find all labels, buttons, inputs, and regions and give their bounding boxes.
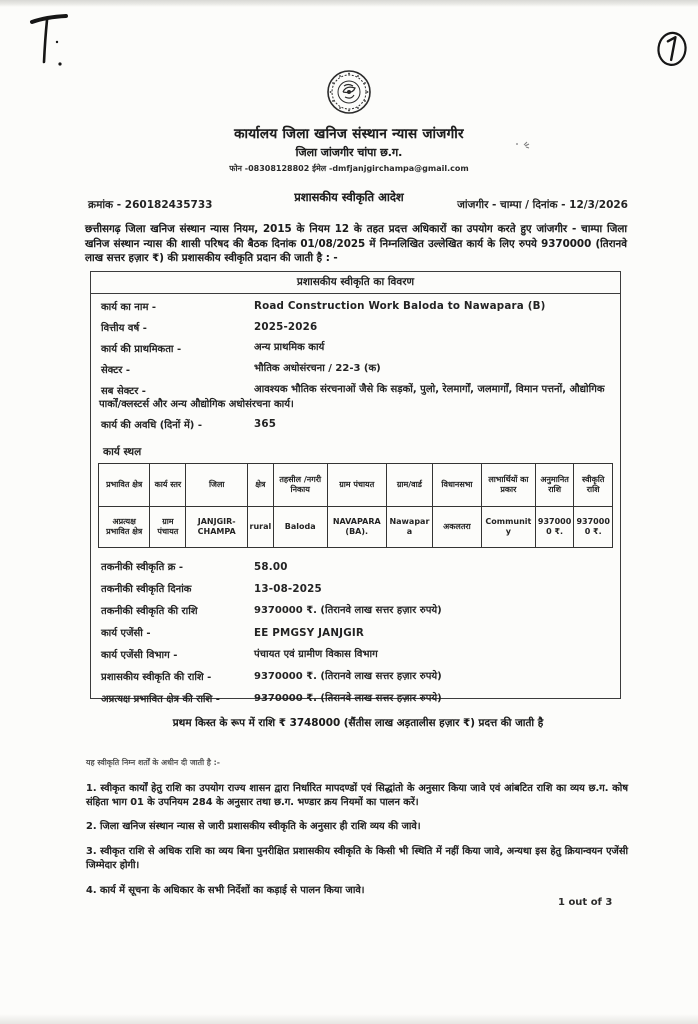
approval-details-box: [90, 271, 621, 705]
table-header-cell: अनुमानित राशि: [535, 464, 574, 507]
condition-item-1: 1. स्वीकृत कार्यों हेतु राशि का उपयोग राज्य शासन द्वारा निर्धारित मापदण्डों एवं सिद्धांतो के अनुसार किया जावे एवं आंबटित राशि का व्यय छ.ग. कोष संहिता भाग 01 के उपनियम 284 के अनुसार तथा छ.ग. भण्डार क्रय नियमों का पालन करें।: [86, 783, 628, 808]
field-value: Road Construction Work Baloda to Nawapara (B): [254, 300, 546, 312]
field-value: आवश्यक भौतिक संरचनाओं जैसे कि सड़कों, पुलो, रेलमार्गों, जलमार्गों, विमान पत्तनों, औद्योगिक पार्कों/क्लस्टर्स और अन्य औद्योगिक अधोसंरचना कार्य।: [99, 384, 605, 410]
office-contact-line: फोन -08308128802 ईमेल -dmfjanjgirchampa@gmail.com: [229, 164, 469, 173]
document-title: प्रशासकीय स्वीकृति आदेश: [294, 190, 404, 204]
table-row: [99, 507, 613, 548]
table-cell: 9370000 ₹.: [535, 507, 574, 548]
field-value: अन्य प्राथमिक कार्य: [254, 342, 325, 353]
table-header-cell: कार्य स्तर: [150, 464, 186, 507]
document-header: [0, 68, 698, 205]
table-header-cell: जिला: [186, 464, 248, 507]
field-value: 9370000 ₹. (तिरानवे लाख सत्तर हज़ार रुपये): [254, 671, 442, 682]
circled-page-number-annotation: [654, 28, 692, 70]
field-row-work-name: [99, 294, 612, 315]
table-cell: Nawapara: [386, 507, 432, 548]
field-value: 9370000 ₹. (तिरानवे लाख सत्तर हज़ार रुपये): [254, 605, 442, 616]
serial-number: क्रमांक - 260182435733: [88, 199, 213, 211]
field-label: कार्य की प्राथमिकता -: [101, 344, 182, 355]
table-cell: अकलतरा: [433, 507, 482, 548]
details-box-title: प्रशासकीय स्वीकृति का विवरण: [91, 272, 620, 294]
table-header-cell: तहसील /नगरी निकाय: [273, 464, 327, 507]
scan-edge-artifact-top: [0, 0, 698, 7]
work-site-heading: कार्य स्थल: [103, 446, 142, 458]
place-and-date: जांजगीर - चाम्पा / दिनांक - 12/3/2026: [457, 199, 628, 211]
field-row-sub-sector: [99, 378, 612, 412]
field-row-technical-approval-date: [99, 576, 612, 598]
field-value: 9370000 ₹. (तिरानवे लाख सत्तर हज़ार रुपये): [254, 693, 442, 704]
work-site-table: [98, 463, 613, 548]
condition-item-4: 4. कार्य में सूचना के अधिकार के सभी निर्देशों का कड़ाई से पालन किया जावे।: [86, 884, 365, 896]
field-row-technical-approval-amount: [99, 598, 612, 620]
table-header-row: [99, 464, 613, 507]
table-header-cell: लाभार्थियों का प्रकार: [481, 464, 535, 507]
table-header-cell: विधानसभा: [433, 464, 482, 507]
field-row-sector: [99, 357, 612, 378]
meta-row: [88, 198, 628, 212]
office-district-line: जिला जांजगीर चांपा छ.ग.: [295, 146, 403, 159]
field-value: 365: [254, 418, 277, 430]
table-cell: NAVAPARA (BA).: [327, 507, 386, 548]
field-row-admin-approval-amount: [99, 664, 612, 686]
field-value: 2025-2026: [254, 321, 318, 333]
table-header-cell: क्षेत्र: [248, 464, 274, 507]
page-number: 1 out of 3: [558, 897, 613, 908]
field-value: पंचायत एवं ग्रामीण विकास विभाग: [254, 649, 378, 660]
field-label: तकनीकी स्वीकृति क्र -: [101, 562, 184, 573]
field-row-priority: [99, 336, 612, 357]
table-cell: rural: [248, 507, 274, 548]
field-row-financial-year: [99, 315, 612, 336]
field-row-duration: [99, 412, 612, 433]
field-label: सेक्टर -: [101, 365, 130, 376]
conditions-intro: यह स्वीकृति निम्न शर्तों के अधीन दी जाती है :-: [86, 758, 221, 767]
field-label: कार्य का नाम -: [101, 302, 157, 313]
field-row-indirect-area-amount: [99, 686, 612, 708]
table-cell: 9370000 ₹.: [574, 507, 613, 548]
field-label: कार्य एजेंसी -: [101, 628, 151, 639]
table-header-cell: प्रभावित क्षेत्र: [99, 464, 150, 507]
table-cell: Baloda: [273, 507, 327, 548]
table-header-cell: स्वीकृति राशि: [574, 464, 613, 507]
scan-edge-artifact-bottom: [0, 1014, 698, 1024]
field-label: सब सेक्टर -: [101, 386, 146, 397]
table-cell: अप्रत्यक्ष प्रभावित क्षेत्र: [99, 507, 150, 548]
condition-item-2: 2. जिला खनिज संस्थान न्यास से जारी प्रशासकीय स्वीकृति के अनुसार ही राशि व्यय की जावे।: [86, 821, 421, 833]
field-value: EE PMGSY JANJGIR: [254, 627, 365, 639]
post-table-fields: [91, 554, 620, 708]
field-value: 13-08-2025: [254, 583, 322, 595]
government-seal-icon: [325, 68, 373, 116]
conditions-list: [86, 782, 628, 908]
condition-item-3: 3. स्वीकृत राशि से अधिक राशि का व्यय बिना पुनरीक्षित प्रशासकीय स्वीकृति के किसी भी स्थिति में नहीं किया जावे, अन्यथा इस हेतु क्रियान्वयन एजेंसी जिम्मेदार होगी।: [86, 846, 628, 871]
field-label: वित्तीय वर्ष -: [101, 323, 147, 334]
table-cell: JANJGIR-CHAMPA: [186, 507, 248, 548]
table-cell: ग्राम पंचायत: [150, 507, 186, 548]
table-cell: Community: [481, 507, 535, 548]
field-label: कार्य की अवधि (दिनों में) -: [101, 420, 202, 431]
field-label: तकनीकी स्वीकृति दिनांक: [101, 584, 192, 595]
field-value: भौतिक अधोसंरचना / 22-3 (क): [254, 363, 381, 374]
table-header-cell: ग्राम पंचायत: [327, 464, 386, 507]
field-label: प्रशासकीय स्वीकृति की राशि -: [101, 672, 212, 683]
table-header-cell: ग्राम/वार्ड: [386, 464, 432, 507]
handwritten-t-mark: [26, 12, 82, 70]
field-value: 58.00: [254, 561, 288, 573]
installment-note: प्रथम किस्त के रूप में राशि ₹ 3748000 (सैंतीस लाख अड़तालीस हज़ार ₹) प्रदत्त की जाती है: [172, 717, 544, 729]
field-label: तकनीकी स्वीकृति की राशि: [101, 606, 198, 617]
field-label: अप्रत्यक्ष प्रभावित क्षेत्र की राशि -: [101, 694, 220, 705]
intro-paragraph: छत्तीसगढ़ जिला खनिज संस्थान न्यास नियम, 2015 के नियम 12 के तहत प्रदत्त अधिकारों का उपयोग करते हुए जांजगीर - चाम्पा जिला खनिज संस्थान न्यास की शासी परिषद की बैठक दिनांक 01/08/2025 में निम्नलिखित उल्लेखित कार्य के लिए रुपये 9370000 (तिरानवे लाख सत्तर हज़ार ₹) की प्रशासकीय स्वीकृति प्रदान की जाती है : -: [85, 223, 627, 265]
office-name: कार्यालय जिला खनिज संस्थान न्यास जांजगीर: [234, 126, 464, 142]
field-row-work-agency: [99, 620, 612, 642]
field-row-technical-approval-no: [99, 554, 612, 576]
field-row-agency-department: [99, 642, 612, 664]
field-label: कार्य एजेंसी विभाग -: [101, 650, 178, 661]
